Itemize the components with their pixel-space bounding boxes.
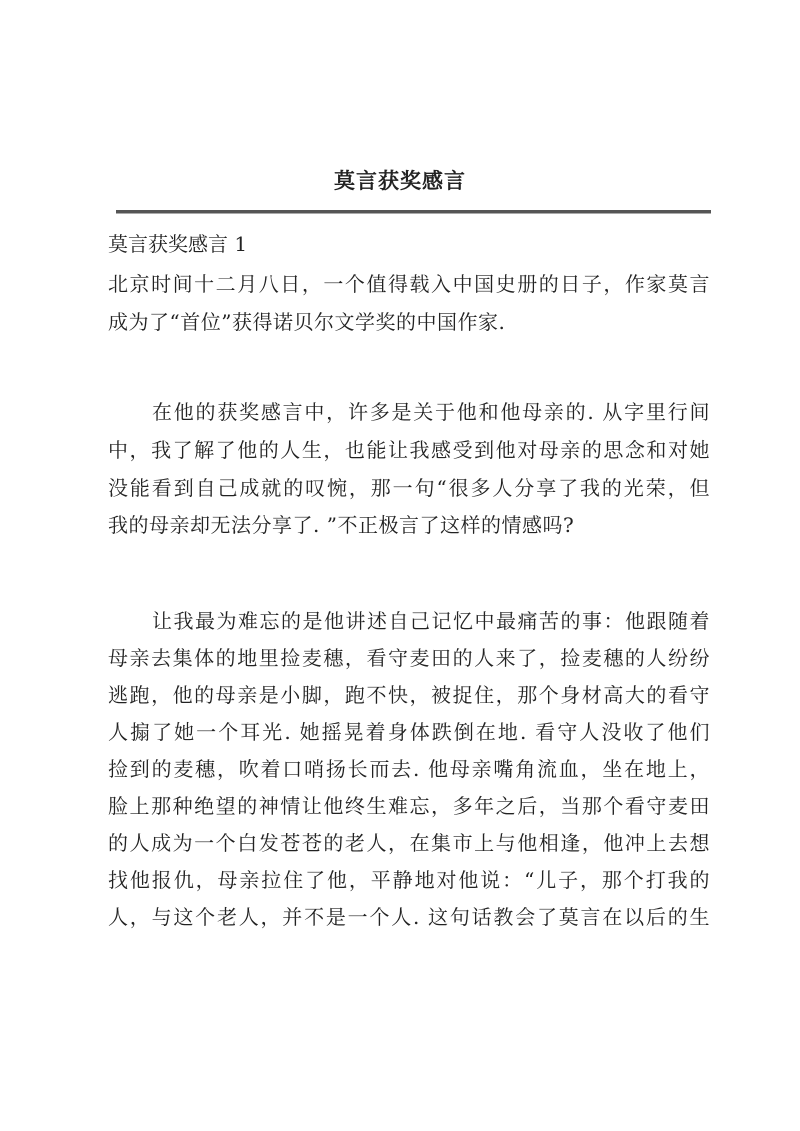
text-line: 母亲去集体的地里捡麦穗，看守麦田的人来了，捡麦穗的人纷纷 xyxy=(108,646,710,670)
title-rule xyxy=(116,210,711,214)
text-line: 找他报仇，母亲拉住了他，平静地对他说：“儿子，那个打我的 xyxy=(108,868,710,892)
text-line: 脸上那种绝望的神情让他终生难忘，多年之后，当那个看守麦田 xyxy=(108,794,710,818)
text-line: 的人成为一个白发苍苍的老人，在集市上与他相逢，他冲上去想 xyxy=(108,831,710,855)
section-heading: 莫言获奖感言 1 xyxy=(108,232,248,256)
text-line: 让我最为难忘的是他讲述自己记忆中最痛苦的事：他跟随着 xyxy=(152,609,710,633)
text-line: 捡到的麦穗，吹着口哨扬长而去. 他母亲嘴角流血，坐在地上， xyxy=(108,757,710,781)
text-line: 北京时间十二月八日，一个值得载入中国史册的日子，作家莫言 xyxy=(108,272,710,296)
text-line: 在他的获奖感言中，许多是关于他和他母亲的. 从字里行间 xyxy=(152,400,710,424)
text-line: 人，与这个老人，并不是一个人. 这句话教会了莫言在以后的生 xyxy=(108,905,710,929)
text-line: 我的母亲却无法分享了. ”不正极言了这样的情感吗? xyxy=(108,513,575,537)
text-line: 人搧了她一个耳光. 她摇晃着身体跌倒在地. 看守人没收了他们 xyxy=(108,720,710,744)
text-line: 逃跑，他的母亲是小脚，跑不快，被捉住，那个身材高大的看守 xyxy=(108,683,710,707)
text-line: 成为了“首位”获得诺贝尔文学奖的中国作家. xyxy=(108,310,506,334)
text-line: 中，我了解了他的人生，也能让我感受到他对母亲的思念和对她 xyxy=(108,438,710,462)
text-line: 没能看到自己成就的叹惋，那一句“很多人分享了我的光荣，但 xyxy=(108,476,710,500)
document-title: 莫言获奖感言 xyxy=(334,168,466,193)
